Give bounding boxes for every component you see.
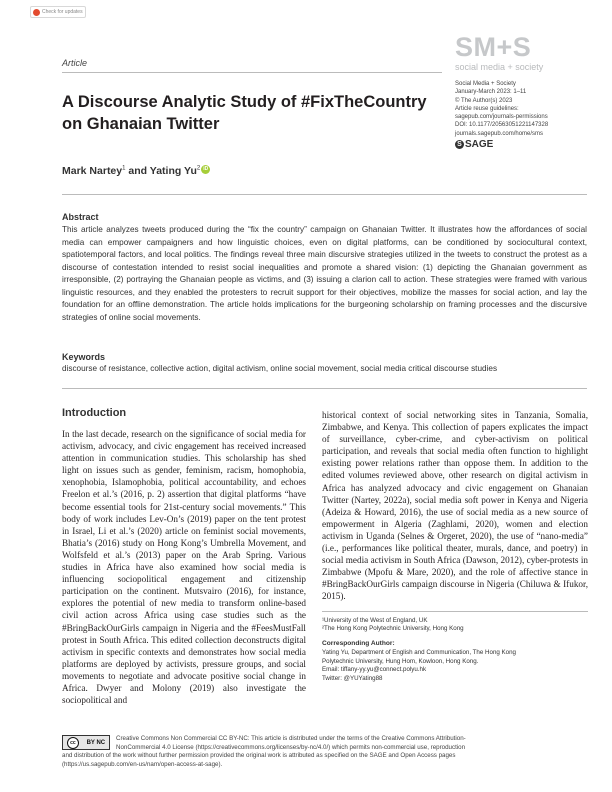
journal-mark: SM+S: [455, 32, 532, 62]
meta-journal-home[interactable]: journals.sagepub.com/home/sms: [455, 130, 544, 137]
affiliation-2: ²The Hong Kong Polytechnic University, Hong Kong: [322, 625, 464, 633]
update-icon: [33, 9, 40, 16]
author-line: [62, 165, 210, 177]
abstract-heading: Abstract: [62, 212, 99, 222]
affiliations: [322, 617, 588, 634]
meta-copyright: © The Author(s) 2023: [455, 97, 513, 104]
journal-subtitle: social media + society: [455, 62, 544, 72]
abstract-text: This article analyzes tweets produced during the “fix the country” campaign on Ghanaian Twitter. It illustrates how the affordances of social media can empower campaigners and how linguistic choices, even on digital platforms, can be conditioned by sociocultural context, spatiotemporal factors, and local politics. The findings reveal three main discursive strategies utilized in the tweets to construct the protest as a discourse of contestation intended to resist social inequalities and promote a shared vision: (1) depicting the Ghanaian government as irresponsible, (2) portraying the Ghanaian people as victims, and (3) issuing a clarion call to action. These strategies were framed with various linguistic resources, and they enabled the protesters to recruit support for their objectives, mobilize the masses for social action, and lay the foundation for an offline demonstration. The article holds implications for the burgeoning scholarship on framing processes and the discursive strategies of online social movements.: [62, 225, 587, 322]
corresponding-name: Yating Yu, Department of English and Communication, The Hong Kong: [322, 649, 516, 656]
keywords-divider: [62, 388, 587, 389]
cc-icon: cc: [67, 737, 79, 749]
author-2: Yating Yu: [149, 165, 197, 177]
license-line-1: Creative Commons Non Commercial CC BY-NC: This article is distributed under the terms of the Creative Commons Attribution-: [116, 735, 466, 742]
corresponding-address: Polytechnic University, Hung Hom, Kowloon, Hong Kong.: [322, 657, 479, 665]
author-and: and: [128, 165, 148, 177]
intro-right-column: historical context of social networking sites in Tanzania, Somalia, Zimbabwe, and Kenya. This collection of papers explicates the impact of surveillance, cyber-crime, and cyber-activism on political participation, and reveals that social media often function to highlight existing power relations rather than oppose them. In addition to the edited volumes reviewed above, other research on digital activism in Africa has analyzed advocacy and civic engagement on Ghanaian Twitter (Nartey, 2022a), social media soft power in Kenya and Nigeria (Adeiza & Howard, 2016), the use of social media as a new source of empowerment in Algeria (Zaghlami, 2020), women and election activism in Uganda (Selnes & Orgeret, 2020), the use of “nano-media” (i.e., performances like political theater, murals, dance, and poetry) in social media activism in South Africa (Dawson, 2012), cyber-protests in Zimbabwe (Mpofu & Mare, 2020), and the role of affective stance in #BringBackOurGirls campaign discourse in Nigeria (Chiluwa & Ifukor, 2015).: [322, 410, 588, 602]
check-for-updates-label: Check for updates: [42, 9, 83, 15]
meta-reuse-label: Article reuse guidelines:: [455, 105, 519, 112]
cc-license-logo[interactable]: [62, 735, 110, 750]
corresponding-email[interactable]: Email: tiffany-yy.yu@connect.polyu.hk: [322, 666, 427, 674]
license-text-cont: [62, 752, 588, 769]
corresponding-heading: Corresponding Author:: [322, 640, 395, 647]
check-for-updates-badge[interactable]: [30, 6, 86, 18]
meta-doi[interactable]: DOI: 10.1177/20563051221147328: [455, 122, 549, 129]
meta-issue: January-March 2023: 1–11: [455, 89, 527, 96]
orcid-icon[interactable]: iD: [203, 166, 209, 172]
license-line-3: and distribution of the work without further permission provided the original work is attributed as specified on the SAGE and Open Access pages: [62, 752, 456, 759]
intro-left-column: In the last decade, research on the significance of social media for activism, advocacy, and civic engagement has received increased attention in communication studies. This scholarship has shed light on issues such as gender, feminism, racism, homophobia, xenophobia, Islamophobia, political accountability, and echoes Freelon et al.’s (2016, p. 2) assertion that digital platforms “have become essential tools for 21st-century social movements.” This body of work includes Lev-On’s (2019) paper on the tent protest in Israel, Li et al.’s (2020) article on feminist social movements, Bhatia’s (2016) study on Hong Kong’s Umbrella Movement, and Wolfsfeld et al.’s (2013) paper on the Arab Spring. Various studies in Africa have also examined how social media is influencing sociopolitical engagement and citizenship participation on the continent. Mutsvairo (2016), for instance, explores the potential of new media to transform online-based civil action across Africa using case studies such as the #BringBackOurGirls campaign in Nigeria and the #FeesMustFall protest in South Africa. This edited collection deconstructs digital activism in specific contexts and demonstrates how social media platforms are deployed by activists, pressure groups, and social movements to negotiate and advocate positive social change in Africa. Dwyer and Molony (2019) also investigate the sociopolitical and: [62, 429, 306, 706]
abstract-divider: [62, 194, 587, 195]
journal-logo: [455, 34, 585, 72]
affiliation-divider: [322, 611, 588, 612]
author-1-affil: 1: [122, 165, 126, 172]
sage-logo-text: SAGE: [465, 139, 494, 150]
affiliation-1: ¹University of the West of England, UK: [322, 617, 428, 624]
license-line-4[interactable]: (https://us.sagepub.com/en-us/nam/open-access-at-sage).: [62, 760, 223, 768]
header-divider: [62, 72, 442, 73]
publication-meta: [455, 80, 600, 138]
author-1: Mark Nartey: [62, 165, 123, 177]
keywords-heading: Keywords: [62, 352, 106, 362]
author-2-affil: 2: [196, 165, 201, 172]
license-text: [116, 735, 588, 752]
corresponding-details: [322, 649, 588, 684]
meta-permissions-link[interactable]: sagepub.com/journals-permissions: [455, 114, 548, 121]
intro-heading: Introduction: [62, 407, 127, 419]
article-type: Article: [62, 58, 88, 68]
sage-logo: [455, 139, 493, 150]
corresponding-twitter[interactable]: Twitter: @YUYating88: [322, 675, 383, 683]
license-line-2: NonCommercial 4.0 License (https://creativecommons.org/licenses/by-nc/4.0/) which permits non-commercial use, reproduction: [116, 743, 466, 751]
article-title: A Discourse Analytic Study of #FixTheCountry on Ghanaian Twitter: [62, 93, 427, 133]
cc-logo-text: BY NC: [86, 739, 106, 746]
meta-journal: Social Media + Society: [455, 81, 516, 87]
sage-logo-icon: S: [455, 140, 464, 149]
keywords-text: discourse of resistance, collective action, digital activism, online social movement, social media critical discourse studies: [62, 364, 498, 373]
